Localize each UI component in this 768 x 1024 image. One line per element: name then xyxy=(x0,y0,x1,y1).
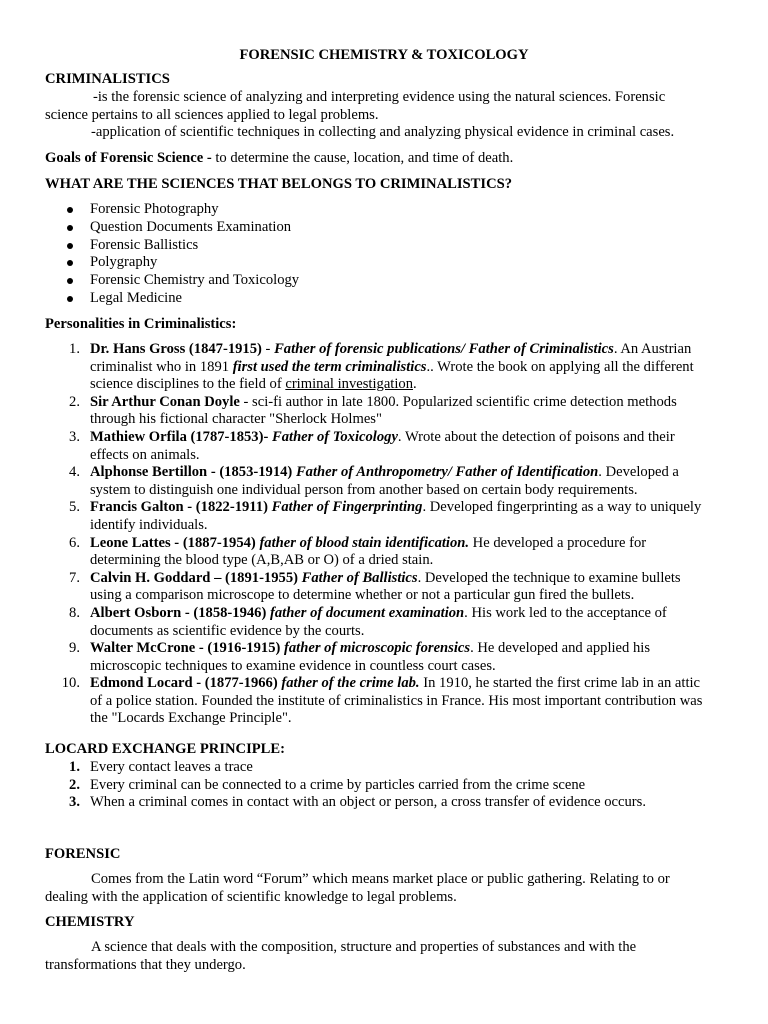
list-number: 6. xyxy=(69,534,80,551)
personality-name: Dr. Hans Gross (1847-1915) xyxy=(90,341,262,357)
personality-list-item xyxy=(45,675,735,728)
science-label: Forensic Chemistry and Toxicology xyxy=(90,272,300,289)
personality-text-line xyxy=(90,482,735,500)
science-list-item xyxy=(45,201,735,219)
chemistry-line-2: transformations that they undergo. xyxy=(45,956,246,973)
bullet-icon xyxy=(67,225,73,231)
personality-title: Father of Fingerprinting xyxy=(271,499,423,516)
personality-text-line xyxy=(90,552,735,570)
goals-text: to determine the cause, location, and time of death. xyxy=(211,150,514,166)
list-number: 7. xyxy=(69,569,80,586)
personality-name: Francis Galton - (1822-1911) xyxy=(90,499,268,516)
personality-text: .. Wrote the book on applying all the different xyxy=(426,358,694,375)
science-label: Legal Medicine xyxy=(90,289,182,306)
personality-list-item xyxy=(45,499,735,534)
personality-text: . xyxy=(413,376,417,393)
personality-text-line xyxy=(90,587,735,605)
personality-text: through his fictional character "Sherlock Holmes" xyxy=(90,411,382,428)
personality-list-item xyxy=(45,640,735,675)
list-number: 1. xyxy=(69,341,80,357)
personality-text-line xyxy=(90,464,735,482)
personalities-list xyxy=(45,341,735,728)
personality-text-line xyxy=(90,499,735,517)
personality-text-line xyxy=(90,693,735,711)
personality-text: of a police station. Founded the institute of criminalistics in France. His most important contribution was xyxy=(90,692,703,709)
personality-text-line xyxy=(90,675,735,693)
science-label: Forensic Photography xyxy=(90,201,219,217)
list-number: 1. xyxy=(69,759,80,775)
list-number: 3. xyxy=(69,794,80,811)
personality-text-line xyxy=(90,623,735,641)
personality-title: father of document examination xyxy=(269,604,465,621)
personality-text-line xyxy=(90,411,735,429)
document-title: FORENSIC CHEMISTRY & TOXICOLOGY xyxy=(239,47,529,63)
personality-name: Mathiew Orfila (1787-1853)- xyxy=(90,428,269,445)
personality-text-line xyxy=(90,640,735,658)
personality-text: . His work led to the acceptance of xyxy=(464,604,667,621)
list-number: 8. xyxy=(69,604,80,621)
personality-name: Walter McCrone - (1916-1915) xyxy=(90,640,281,657)
personality-text-line xyxy=(90,517,735,535)
bullet-icon xyxy=(67,296,73,302)
criminalistics-definition xyxy=(45,89,735,142)
chemistry-definition xyxy=(45,939,735,974)
personality-text: . Wrote about the detection of poisons and their xyxy=(397,428,675,445)
science-list-item xyxy=(45,219,735,237)
science-label: Question Documents Examination xyxy=(90,218,292,235)
list-number: 9. xyxy=(69,640,80,657)
forensic-definition xyxy=(45,871,735,906)
criminalistics-line-3: -application of scientific techniques in collecting and analyzing physical evidence in criminal cases. xyxy=(91,124,675,141)
personality-title: Father of forensic publications/ Father of Criminalistics xyxy=(274,341,614,357)
personality-text: . An Austrian xyxy=(613,341,692,357)
personality-title: Father of Ballistics xyxy=(301,569,418,586)
personality-text-line xyxy=(90,376,735,394)
personality-name: Edmond Locard - (1877-1966) xyxy=(90,675,278,692)
personality-text: criminalist who in 1891 xyxy=(90,358,233,375)
personality-text: criminal investigation xyxy=(285,376,414,393)
personalities-heading: Personalities in Criminalistics: xyxy=(45,316,237,332)
personality-text: identify individuals. xyxy=(90,516,208,533)
personality-text-line xyxy=(90,429,735,447)
bullet-icon xyxy=(67,278,73,284)
personality-list-item xyxy=(45,394,735,429)
personality-text: determining the blood type (A,B,AB or O) of a dried stain. xyxy=(90,552,434,569)
personality-text-line xyxy=(90,359,735,377)
personality-text-line xyxy=(90,341,735,359)
personality-name: Leone Lattes - (1887-1954) xyxy=(90,534,256,551)
personality-text: system to distinguish one individual person from another based on certain body requirements. xyxy=(90,481,638,498)
chemistry-line-1: A science that deals with the composition, structure and properties of substances and with the xyxy=(91,939,637,955)
list-number: 3. xyxy=(69,428,80,445)
list-number: 5. xyxy=(69,499,80,516)
personality-text-line xyxy=(90,535,735,553)
personality-text-line xyxy=(90,658,735,676)
science-list-item xyxy=(45,254,735,272)
sciences-heading: WHAT ARE THE SCIENCES THAT BELONGS TO CRIMINALISTICS? xyxy=(45,176,513,192)
personality-title: Father of Anthropometry/ Father of Identification xyxy=(295,464,599,481)
forensic-line-2: dealing with the application of scientific knowledge to legal problems. xyxy=(45,888,457,905)
locard-text: When a criminal comes in contact with an object or person, a cross transfer of evidence occurs. xyxy=(90,794,646,811)
personality-text: He developed a procedure for xyxy=(469,534,647,551)
personality-text: . Developed the technique to examine bullets xyxy=(417,569,681,586)
list-number: 2. xyxy=(69,393,80,410)
personality-text-line xyxy=(90,605,735,623)
personality-text: . Developed a xyxy=(598,464,679,481)
personality-text: science disciplines to the field of xyxy=(90,376,286,393)
personality-name: Albert Osborn - (1858-1946) xyxy=(90,604,267,621)
science-list-item xyxy=(45,290,735,308)
personality-name: Alphonse Bertillon - (1853-1914) xyxy=(90,464,293,481)
science-list-item xyxy=(45,272,735,290)
personality-text: the "Locards Exchange Principle". xyxy=(90,710,292,727)
forensic-line-1: Comes from the Latin word “Forum” which means market place or public gathering. Relating to or xyxy=(91,871,670,887)
personality-name: Sir Arthur Conan Doyle xyxy=(90,393,240,410)
personality-text: documents as scientific evidence by the courts. xyxy=(90,622,365,639)
personality-list-item xyxy=(45,429,735,464)
personality-text: . Developed fingerprinting as a way to uniquely xyxy=(422,499,702,516)
locard-text: Every criminal can be connected to a crime by particles carried from the crime scene xyxy=(90,776,586,793)
personality-text-line xyxy=(90,570,735,588)
personality-text: effects on animals. xyxy=(90,446,200,463)
personality-text-line xyxy=(90,394,735,412)
personality-list-item xyxy=(45,464,735,499)
personality-title: father of microscopic forensics xyxy=(284,640,471,657)
locard-text: Every contact leaves a trace xyxy=(90,759,253,775)
personality-text: - sci-fi author in late 1800. Popularized scientific crime detection methods xyxy=(239,393,677,410)
locard-heading: LOCARD EXCHANGE PRINCIPLE: xyxy=(45,741,285,757)
personality-list-item xyxy=(45,535,735,570)
personality-name: Calvin H. Goddard – (1891-1955) xyxy=(90,569,298,586)
personality-list-item xyxy=(45,341,735,394)
science-list-item xyxy=(45,237,735,255)
locard-list-item xyxy=(45,759,735,777)
locard-list-item xyxy=(45,777,735,795)
personality-text: In 1910, he started the first crime lab in an attic xyxy=(419,675,701,692)
personality-text: using a comparison microscope to determine whether or not a particular gun fired the bullets. xyxy=(90,587,635,604)
locard-list xyxy=(45,759,735,812)
science-label: Forensic Ballistics xyxy=(90,236,199,253)
list-number: 10. xyxy=(61,675,80,692)
personality-title: Father of Toxicology xyxy=(271,428,398,445)
personality-title: father of the crime lab. xyxy=(281,675,420,692)
personality-text: microscopic techniques to examine evidence in countless court cases. xyxy=(90,657,496,674)
forensic-heading: FORENSIC xyxy=(45,846,121,862)
bullet-icon xyxy=(67,260,73,266)
criminalistics-line-1: -is the forensic science of analyzing and interpreting evidence using the natural sciences. Forensic xyxy=(93,89,666,105)
criminalistics-heading: CRIMINALISTICS xyxy=(45,71,170,87)
sciences-list xyxy=(45,201,735,308)
personality-text: . He developed and applied his xyxy=(470,640,651,657)
chemistry-heading: CHEMISTRY xyxy=(45,914,135,930)
criminalistics-line-2: science pertains to all sciences applied to legal problems. xyxy=(45,106,379,123)
locard-list-item xyxy=(45,794,735,812)
science-label: Polygraphy xyxy=(90,254,158,271)
bullet-icon xyxy=(67,243,73,249)
personality-title: father of blood stain identification. xyxy=(259,534,470,551)
personality-list-item xyxy=(45,605,735,640)
personality-text-line xyxy=(90,447,735,465)
personality-title: first used the term criminalistics xyxy=(232,358,427,375)
goals-label: Goals of Forensic Science - xyxy=(45,150,212,166)
bullet-icon xyxy=(67,207,73,213)
personality-text-line xyxy=(90,710,735,728)
list-number: 4. xyxy=(69,464,80,481)
goals-paragraph xyxy=(45,150,735,168)
list-number: 2. xyxy=(69,776,80,793)
personality-list-item xyxy=(45,570,735,605)
personality-text: - xyxy=(261,341,275,357)
